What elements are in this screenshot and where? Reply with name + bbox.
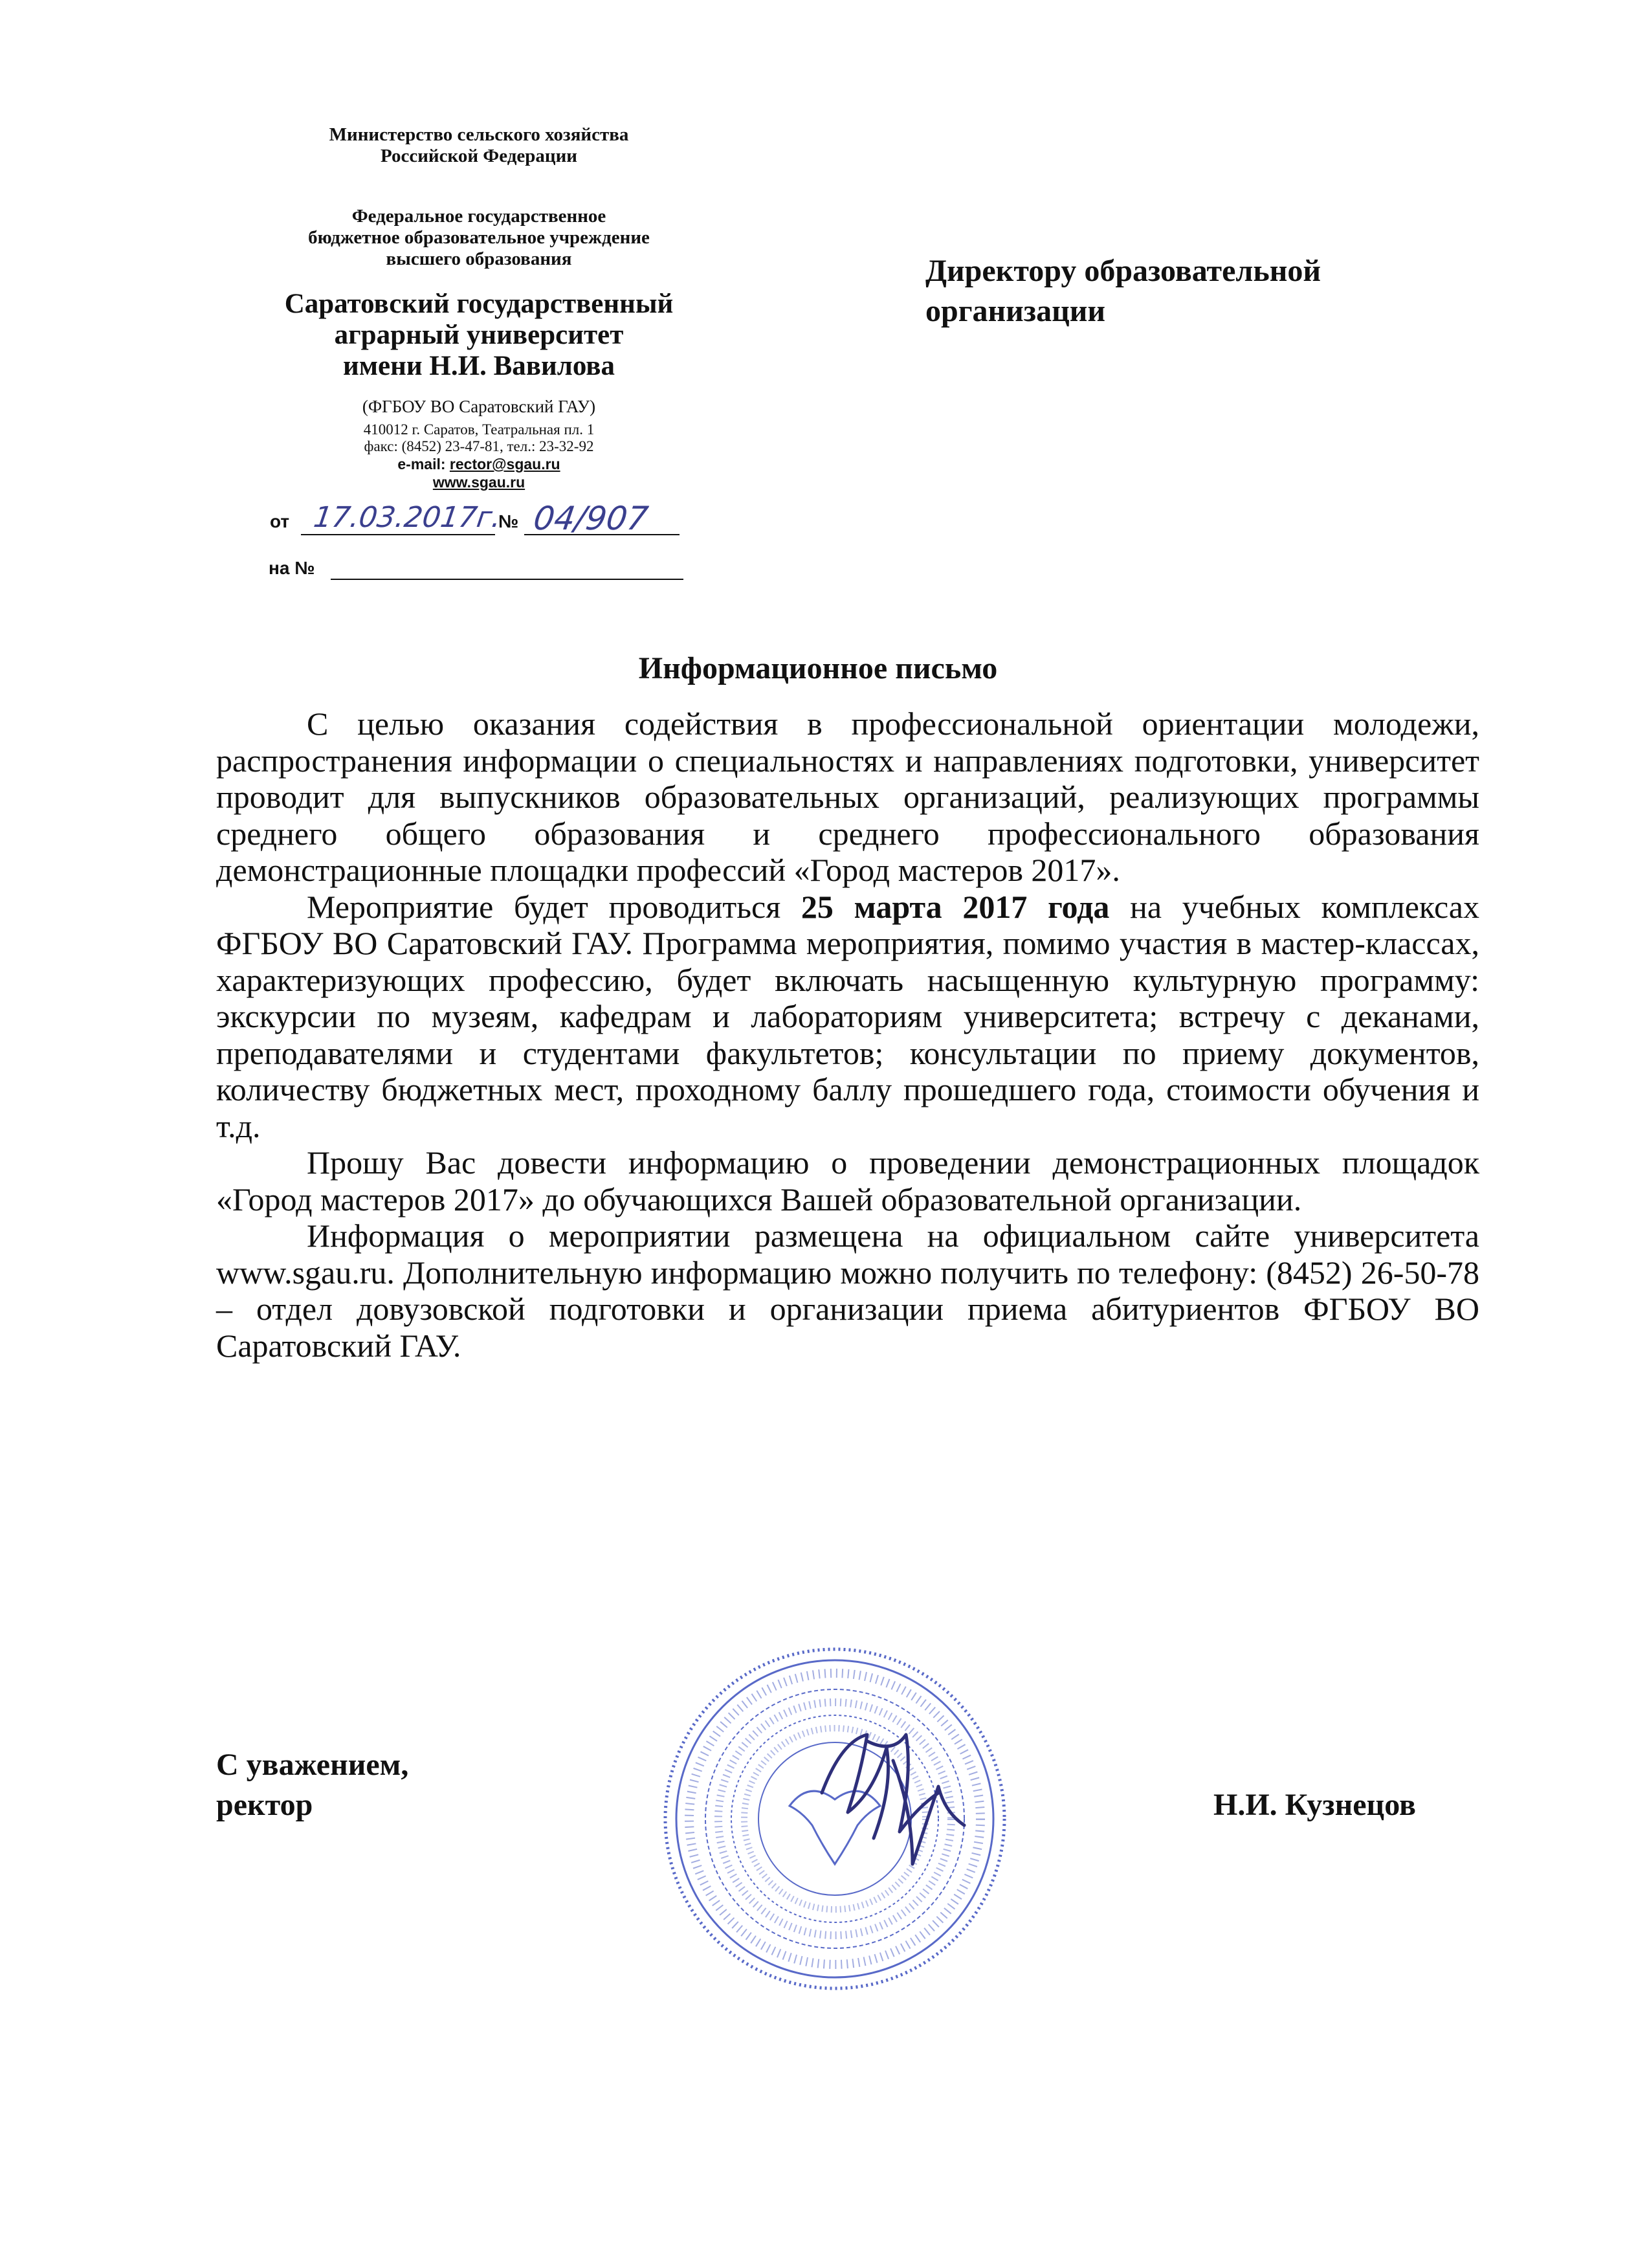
- signer-position: ректор: [216, 1788, 313, 1822]
- signature-closing: [216, 1745, 408, 1825]
- email-label: e-mail:: [397, 456, 446, 472]
- institution-type-line-2: бюджетное образовательное учреждение: [308, 227, 650, 248]
- closing-text: С уважением,: [216, 1748, 409, 1782]
- addressee-line-2: организации: [925, 294, 1106, 328]
- paragraph-2: [216, 889, 1479, 1145]
- date-handwritten: 17.03.2017г.: [311, 501, 503, 534]
- reference-row: [269, 558, 709, 584]
- number-handwritten: 04/907: [531, 500, 650, 537]
- paragraph-2-end: на учебных комплексах ФГБОУ ВО Саратовский ГАУ. Программа мероприятия, помимо участия в мастер-классах, характеризующих профессию, будет включать насыщенную культурную программу: экскурсии по музеям, кафедрам и лабораториям университета; встречу с деканами, преподавателями и студентами факультетов; консультации по приему документов, количеству бюджетных мест, проходному баллу прошедшего года, стоимости обучения и т.д.: [216, 888, 1479, 1144]
- addressee: [925, 251, 1508, 331]
- event-date: 25 марта 2017 года: [801, 888, 1110, 925]
- paragraph-3: Прошу Вас довести информацию о проведении демонстрационных площадок «Город мастеров 2017» до обучающихся Вашей образовательной организации.: [216, 1144, 1479, 1217]
- institution-type: [220, 206, 738, 270]
- university-short-name: (ФГБОУ ВО Саратовский ГАУ): [362, 397, 596, 416]
- institution-type-line-1: Федеральное государственное: [351, 206, 606, 227]
- paragraph-2-start: Мероприятие будет проводиться: [307, 888, 801, 925]
- university-name: [220, 289, 738, 382]
- document-date-row: [269, 500, 709, 544]
- website-link[interactable]: www.sgau.ru: [432, 474, 525, 491]
- reference-underline: [331, 579, 683, 580]
- ministry-name: [220, 124, 738, 167]
- university-name-line-1: Саратовский государственный: [284, 289, 674, 319]
- university-phones: факс: (8452) 23-47-81, тел.: 23-32-92: [364, 438, 594, 454]
- date-underline: [301, 534, 495, 535]
- university-address: 410012 г. Саратов, Театральная пл. 1: [363, 421, 595, 438]
- reference-label: на №: [269, 558, 315, 578]
- paragraph-1: С целью оказания содействия в профессиональной ориентации молодежи, распространения информации о специальностях и направлениях подготовки, университет проводит для выпускников образовательных организаций, реализующих программы среднего общего образования и среднего профессионального образования демонстрационные площадки профессий «Город мастеров 2017».: [216, 706, 1479, 888]
- letter-title: Информационное письмо: [638, 651, 998, 685]
- handwritten-signature: [796, 1696, 990, 1890]
- institution-type-line-3: высшего образования: [386, 249, 572, 269]
- letter-body: [216, 706, 1479, 1364]
- university-name-line-3: имени Н.И. Вавилова: [342, 351, 615, 381]
- signer-name: Н.И. Кузнецов: [1213, 1788, 1416, 1822]
- addressee-line-1: Директору образовательной: [925, 254, 1321, 288]
- university-name-line-2: аграрный университет: [334, 320, 624, 350]
- email-link[interactable]: rector@sgau.ru: [449, 456, 560, 472]
- date-label: от: [270, 511, 290, 531]
- university-website: [220, 474, 738, 491]
- ministry-line-2: Российской Федерации: [380, 146, 577, 166]
- paragraph-4: Информация о мероприятии размещена на официальном сайте университета www.sgau.ru. Дополнительную информацию можно получить по телефону: (8452) 26-50-78 – отдел довузовской подготовки и организации приема абитуриентов ФГБОУ ВО Саратовский ГАУ.: [216, 1217, 1479, 1364]
- university-email: [220, 456, 738, 473]
- number-label: №: [498, 511, 519, 531]
- ministry-line-1: Министерство сельского хозяйства: [329, 124, 629, 145]
